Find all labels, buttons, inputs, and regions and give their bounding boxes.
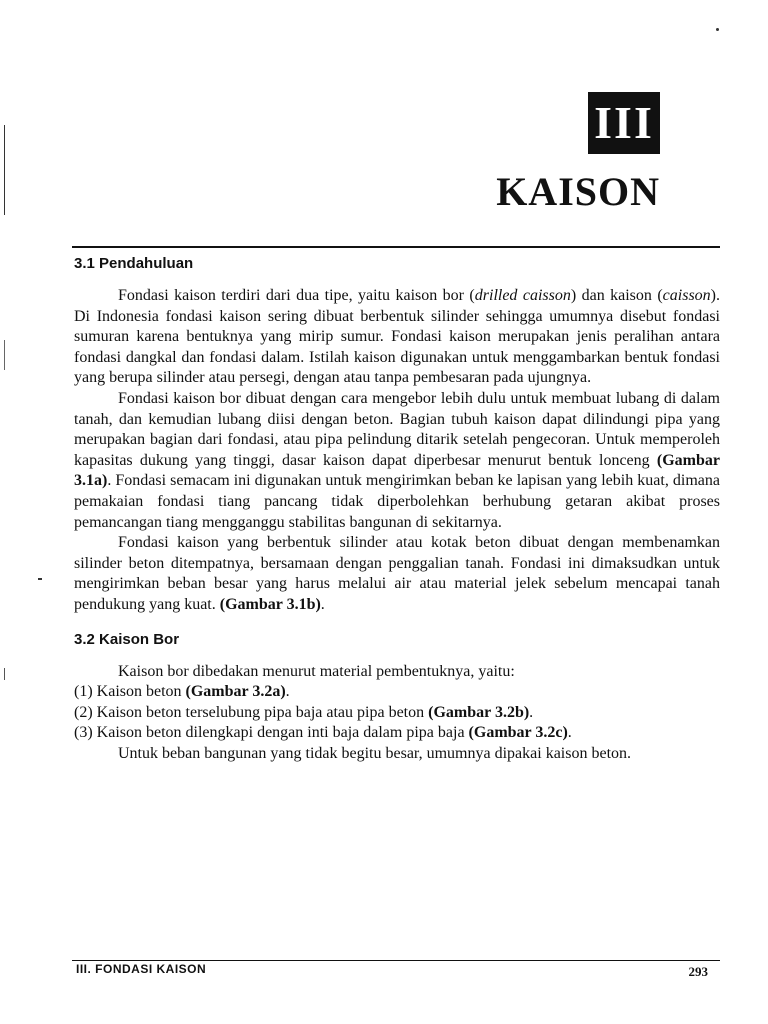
- text-run: .: [285, 683, 290, 701]
- text-run: .: [529, 703, 534, 721]
- italic-term: drilled caisson: [474, 287, 571, 304]
- text-run: .: [567, 724, 572, 742]
- figure-reference: (Gambar 3.1b): [219, 595, 321, 613]
- section-heading-3-1: 3.1 Pendahuluan: [74, 255, 194, 272]
- scan-artifact: [716, 28, 719, 31]
- text-run: . Fondasi semacam ini digunakan untuk mengirimkan beban ke lapisan yang lebih kuat, dimana pemakaian fondasi tiang pancang tidak diperbolehkan berhubung getaran akibat proses pemancangan tiang mengganggu stabilitas bangunan di sekitarnya.: [74, 472, 720, 531]
- scan-artifact: [4, 668, 5, 680]
- scan-artifact: [38, 578, 42, 580]
- figure-reference: (Gambar 3.2c): [468, 724, 568, 742]
- paragraph-1: [74, 286, 720, 389]
- list-item: [74, 682, 720, 703]
- section-heading-3-2: 3.2 Kaison Bor: [74, 630, 180, 648]
- text-run: ) dan kaison (: [570, 287, 663, 304]
- section-gap: [74, 616, 720, 630]
- page-number: 293: [688, 964, 708, 979]
- italic-term: caisson: [662, 287, 711, 304]
- list-item-text: (3) Kaison beton dilengkapi dengan inti baja dalam pipa baja: [74, 724, 469, 742]
- list-item: [74, 723, 720, 744]
- footer-divider: [72, 960, 720, 961]
- figure-reference: (Gambar 3.1a): [74, 451, 720, 490]
- page-body: [74, 254, 720, 764]
- figure-reference: (Gambar 3.2a): [185, 683, 286, 701]
- chapter-title: KAISON: [496, 169, 660, 214]
- chapter-number-box: [588, 92, 660, 154]
- section-2-intro: Kaison bor dibedakan menurut material pembentuknya, yaitu:: [118, 662, 515, 680]
- text-run: Fondasi kaison terdiri dari dua tipe, yaitu kaison bor (: [118, 287, 475, 304]
- scan-artifact: [4, 125, 5, 215]
- header-divider: [72, 246, 720, 248]
- paragraph-2: [74, 389, 720, 533]
- list-item-text: (2) Kaison beton terselubung pipa baja atau pipa beton: [74, 703, 429, 721]
- text-run: .: [320, 595, 325, 613]
- chapter-number: III: [594, 97, 654, 148]
- scan-artifact: [4, 340, 5, 370]
- text-run: Fondasi kaison bor dibuat dengan cara mengebor lebih dulu untuk membuat lubang di dalam tanah, dan kemudian lubang diisi dengan beton. Bagian tubuh kaison dapat dilindungi pipa yang merupakan bagian dari fondasi, atau pipa pelindung ditarik setelah pengecoran. Untuk memperoleh kapasitas dukung yang tinggi, dasar kaison dapat diperbesar menurut bentuk lonceng: [74, 389, 720, 469]
- text-run: ). Di Indonesia fondasi kaison sering dibuat berbentuk silinder sehingga umumnya disebut fondasi sumuran karena bentuknya yang mirip sumur. Fondasi kaison merupakan jenis peralihan antara fondasi dangkal dan fondasi dalam. Istilah kaison digunakan untuk menggambarkan bentuk fondasi yang berupa silinder atau persegi, dengan atau tanpa pembesaran pada ujungnya.: [74, 287, 720, 387]
- running-footer: III. FONDASI KAISON: [76, 962, 207, 976]
- text-run: Fondasi kaison yang berbentuk silinder atau kotak beton dibuat dengan membenamkan silinder beton ditempatnya, bersamaan dengan penggalian tanah. Fondasi ini dimaksudkan untuk mengirimkan beban besar yang harus melalui air atau material jelek sebelum mencapai tanah pendukung yang kuat.: [74, 534, 720, 613]
- list-item: [74, 703, 720, 724]
- list-item-text: (1) Kaison beton: [74, 683, 186, 701]
- paragraph-3: [74, 533, 720, 615]
- figure-reference: (Gambar 3.2b): [428, 703, 530, 721]
- section-2-closing: Untuk beban bangunan yang tidak begitu besar, umumnya dipakai kaison beton.: [118, 744, 632, 762]
